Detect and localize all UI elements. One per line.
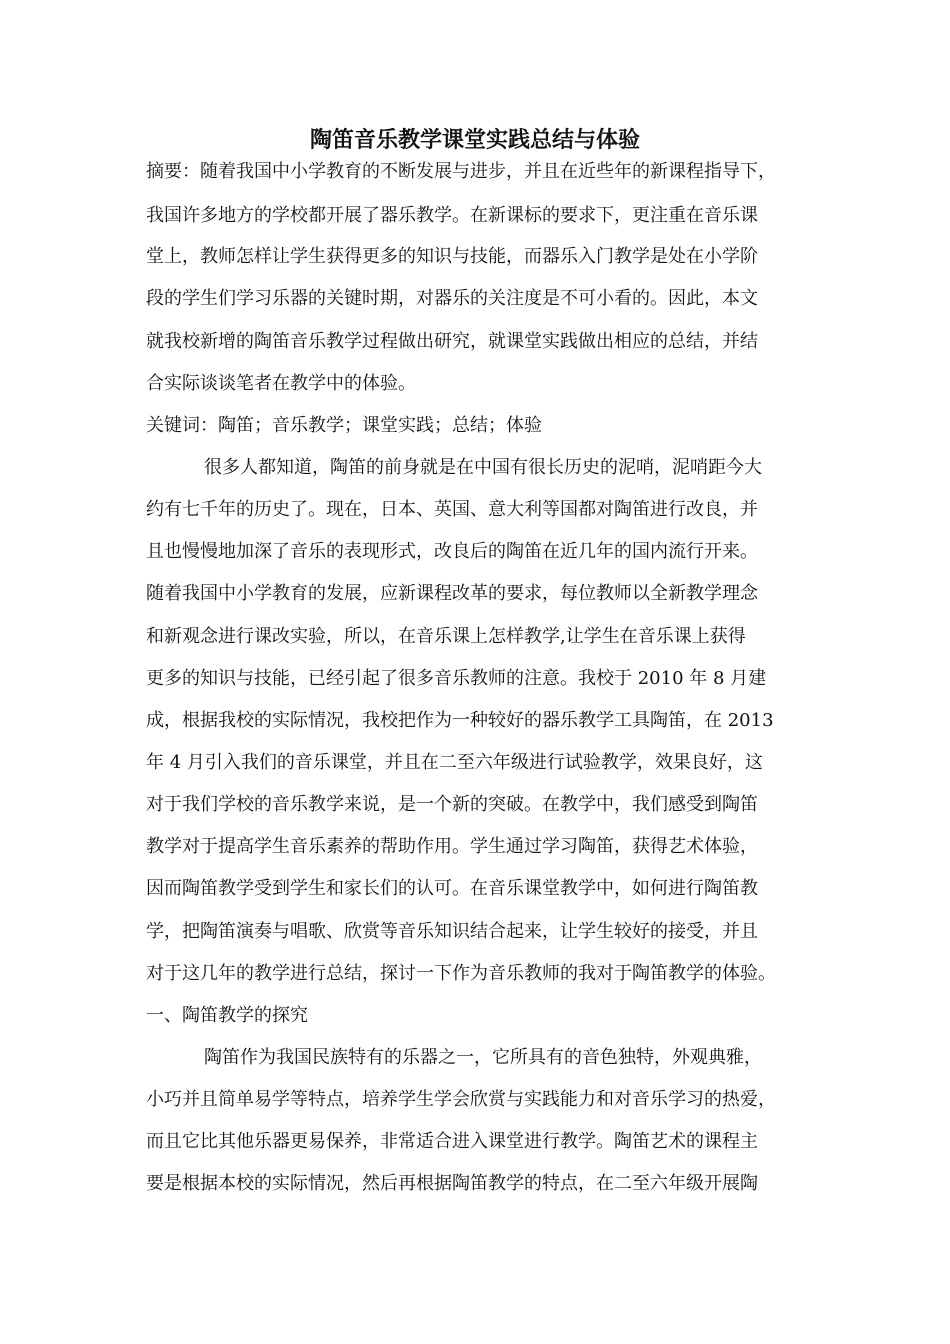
- paragraph-line: 要是根据本校的实际情况，然后再根据陶笛教学的特点，在二至六年级开展陶: [146, 1173, 758, 1194]
- paragraph-line: 且也慢慢地加深了音乐的表现形式，改良后的陶笛在近几年的国内流行开来。: [146, 541, 758, 562]
- abstract-line: 我国许多地方的学校都开展了器乐教学。在新课标的要求下，更注重在音乐课: [146, 205, 758, 226]
- document-title: 陶笛音乐教学课堂实践总结与体验: [309, 127, 640, 153]
- abstract-line: 摘要：随着我国中小学教育的不断发展与进步，并且在近些年的新课程指导下，: [146, 161, 776, 182]
- paragraph-line: 小巧并且简单易学等特点，培养学生学会欣赏与实践能力和对音乐学习的热爱，: [146, 1089, 776, 1110]
- paragraph-line: 成，根据我校的实际情况，我校把作为一种较好的器乐教学工具陶笛，在 2013: [146, 710, 774, 731]
- paragraph-line: 和新观念进行课改实验，所以，在音乐课上怎样教学,让学生在音乐课上获得: [146, 626, 746, 647]
- paragraph-line: 更多的知识与技能，已经引起了很多音乐教师的注意。我校于 2010 年 8 月建: [146, 668, 767, 689]
- abstract-line: 合实际谈谈笔者在教学中的体验。: [146, 373, 416, 394]
- section-heading: 一、陶笛教学的探究: [146, 1005, 308, 1026]
- keywords-line: 关键词：陶笛；音乐教学；课堂实践；总结；体验: [146, 415, 542, 436]
- paragraph-line: 随着我国中小学教育的发展，应新课程改革的要求，每位教师以全新教学理念: [146, 583, 758, 604]
- paragraph-line: 对于这几年的教学进行总结，探讨一下作为音乐教师的我对于陶笛教学的体验。: [146, 963, 776, 984]
- paragraph-line: 因而陶笛教学受到学生和家长们的认可。在音乐课堂教学中，如何进行陶笛教: [146, 878, 758, 899]
- paragraph-line: 年 4 月引入我们的音乐课堂，并且在二至六年级进行试验教学，效果良好，这: [146, 752, 763, 773]
- paragraph-line: 约有七千年的历史了。现在，日本、英国、意大利等国都对陶笛进行改良，并: [146, 499, 758, 520]
- abstract-line: 段的学生们学习乐器的关键时期，对器乐的关注度是不可小看的。因此，本文: [146, 288, 758, 309]
- paragraph-line: 陶笛作为我国民族特有的乐器之一，它所具有的音色独特，外观典雅，: [204, 1047, 762, 1068]
- paragraph-line: 学，把陶笛演奏与唱歌、欣赏等音乐知识结合起来，让学生较好的接受，并且: [146, 921, 758, 942]
- paragraph-line: 而且它比其他乐器更易保养，非常适合进入课堂进行教学。陶笛艺术的课程主: [146, 1131, 758, 1152]
- abstract-line: 就我校新增的陶笛音乐教学过程做出研究，就课堂实践做出相应的总结，并结: [146, 331, 758, 352]
- paragraph-line: 很多人都知道，陶笛的前身就是在中国有很长历史的泥哨，泥哨距今大: [204, 457, 762, 478]
- paragraph-line: 对于我们学校的音乐教学来说，是一个新的突破。在教学中，我们感受到陶笛: [146, 794, 758, 815]
- abstract-line: 堂上，教师怎样让学生获得更多的知识与技能，而器乐入门教学是处在小学阶: [146, 246, 758, 267]
- paragraph-line: 教学对于提高学生音乐素养的帮助作用。学生通过学习陶笛，获得艺术体验，: [146, 836, 758, 857]
